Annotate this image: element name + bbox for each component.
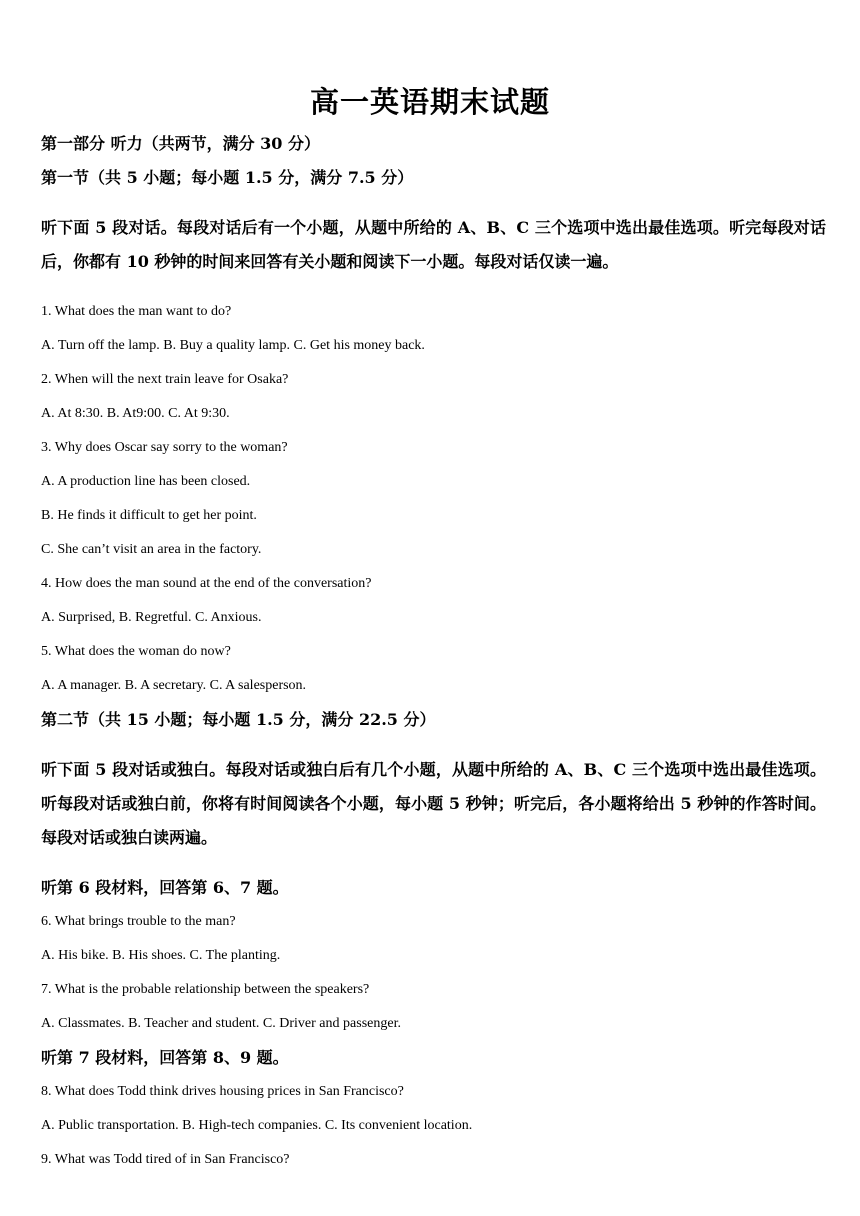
section2-heading: 第二节（共 15 小题；每小题 1.5 分，满分 22.5 分） <box>41 710 436 729</box>
question-5: 5. What does the woman do now? <box>41 644 231 659</box>
question-7: 7. What is the probable relationship between the speakers? <box>41 982 370 997</box>
question-8-options: A. Public transportation. B. High-tech companies. C. Its convenient location. <box>41 1118 473 1133</box>
section1-instructions: 听下面 5 段对话。每段对话后有一个小题，从题中所给的 A、B、C 三个选项中选出最佳选项。听完每段对话后，你都有 10 秒钟的时间来回答有关小题和阅读下一小题。每段对话仅读一遍。 <box>41 218 826 271</box>
question-3-option-b: B. He finds it difficult to get her point. <box>41 508 257 523</box>
question-2-options: A. At 8:30. B. At9:00. C. At 9:30. <box>41 406 230 421</box>
material6-heading: 听第 6 段材料，回答第 6、7 题。 <box>41 878 289 897</box>
section2-instructions: 听下面 5 段对话或独白。每段对话或独白后有几个小题，从题中所给的 A、B、C 三个选项中选出最佳选项。听每段对话或独白前，你将有时间阅读各个小题，每小题 5 秒钟；听完后，各小题将给出 5 秒钟的作答时间。每段对话或独白读两遍。 <box>41 760 826 847</box>
question-3-option-a: A. A production line has been closed. <box>41 474 251 489</box>
part1-heading: 第一部分 听力（共两节，满分 30 分） <box>41 134 320 153</box>
question-4-options: A. Surprised, B. Regretful. C. Anxious. <box>41 610 262 625</box>
material7-heading: 听第 7 段材料，回答第 8、9 题。 <box>41 1048 289 1067</box>
exam-content <box>41 127 826 1177</box>
exam-title: 高一英语期末试题 <box>309 85 550 119</box>
question-3: 3. Why does Oscar say sorry to the woman? <box>41 440 288 455</box>
question-9: 9. What was Todd tired of in San Francisco? <box>41 1152 290 1167</box>
question-8: 8. What does Todd think drives housing prices in San Francisco? <box>41 1084 404 1099</box>
question-1-options: A. Turn off the lamp. B. Buy a quality lamp. C. Get his money back. <box>41 338 425 353</box>
question-5-options: A. A manager. B. A secretary. C. A salesperson. <box>41 678 307 693</box>
question-1: 1. What does the man want to do? <box>41 304 232 319</box>
question-6-options: A. His bike. B. His shoes. C. The planting. <box>41 948 281 963</box>
question-2: 2. When will the next train leave for Osaka? <box>41 372 289 387</box>
question-4: 4. How does the man sound at the end of the conversation? <box>41 576 372 591</box>
section1-heading: 第一节（共 5 小题；每小题 1.5 分，满分 7.5 分） <box>41 168 414 187</box>
question-3-option-c: C. She can’t visit an area in the factory. <box>41 542 262 557</box>
question-7-options: A. Classmates. B. Teacher and student. C. Driver and passenger. <box>41 1016 401 1031</box>
question-6: 6. What brings trouble to the man? <box>41 914 236 929</box>
